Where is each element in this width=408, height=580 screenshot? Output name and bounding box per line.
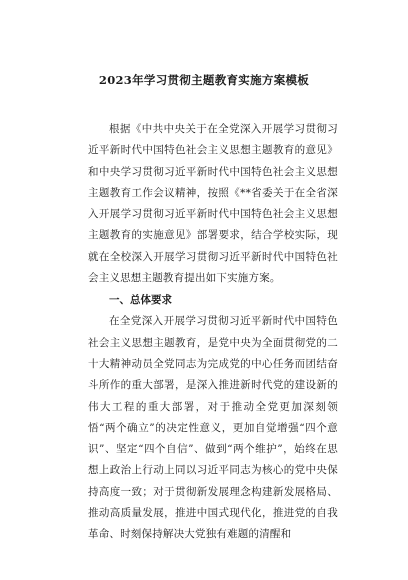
document-title: 2023年学习贯彻主题教育实施方案模板 [98, 73, 310, 87]
section-heading-overall-requirements: 一、总体要求 [109, 294, 172, 307]
section-paragraph: 在全党深入开展学习贯彻习近平新时代中国特色社会主义思想主题教育，是党中央为全面贯彻党的二十大精神动员全党同志为完成党的中心任务而团结奋斗所作的重大部署，是深入推进新时代党的建设新的伟大工程的重大部署，对于推动全党更加深刻领悟“两个确立”的决定性意义，更加自觉增强“四个意识”、坚定“四个自信”、做到“两个维护”，始终在思想上政治上行动上同以习近平同志为核心的党中央保持高度一致；对于贯彻新发展理念构建新发展格局、推动高质量发展，推进中国式现代化，推进党的自我革命、时刻保持解决大党独有难题的清醒和 [88, 315, 338, 541]
document-body [88, 119, 338, 546]
intro-paragraph: 根据《中共中央关于在全党深入开展学习贯彻习近平新时代中国特色社会主义思想主题教育的意见》和中央学习贯彻习近平新时代中国特色社会主义思想主题教育工作会议精神，按照《**省委关于在全省深入开展学习贯彻习近平新时代中国特色社会主义思想主题教育的实施意见》部署要求，结合学校实际，现就在全校深入开展学习贯彻习近平新时代中国特色社会主义思想主题教育提出如下实施方案。 [88, 123, 338, 285]
